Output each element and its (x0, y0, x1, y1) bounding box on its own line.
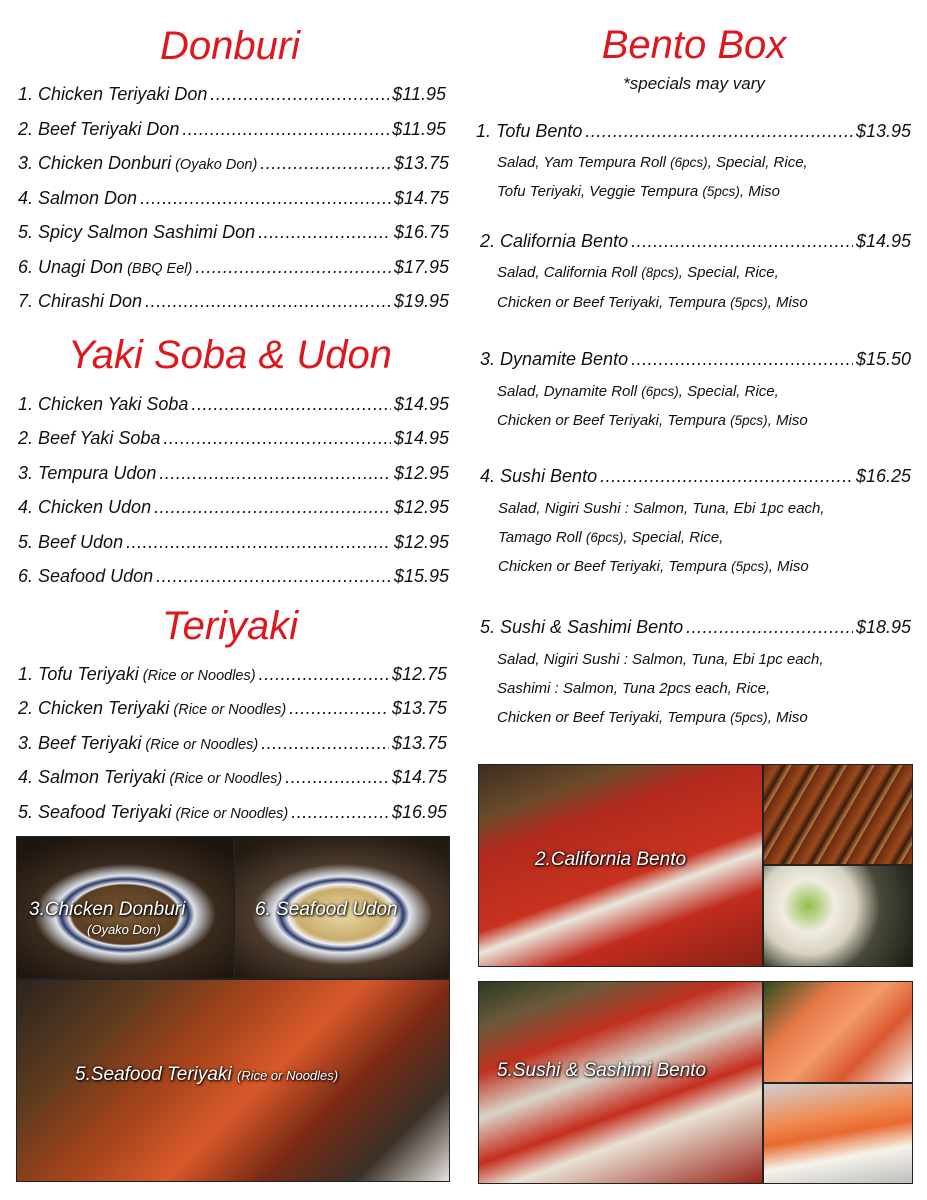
bento-desc: Salad, Nigiri Sushi : Salmon, Tuna, Ebi 1pc each, (498, 500, 825, 517)
bento-desc: Tofu Teriyaki, Veggie Tempura (5pcs), Miso (497, 183, 780, 200)
photo-sushi-sashimi-bento (478, 981, 763, 1184)
photo-california-roll (763, 865, 913, 967)
photo-caption: 6. Seafood Udon (255, 899, 398, 920)
photo-sashimi (763, 981, 913, 1083)
bento-desc: Tamago Roll (6pcs), Special, Rice, (498, 529, 724, 546)
donburi-heading: Donburi (159, 24, 301, 68)
menu-item: 6. Unagi Don (BBQ Eel) ..... $17.95 (18, 256, 449, 280)
menu-item: 3. Chicken Donburi (Oyako Don) ..... $13.75 (18, 152, 449, 176)
menu-item: 2. Beef Yaki Soba ..... $14.95 (18, 427, 449, 449)
photo-caption-sub: (Oyako Don) (87, 922, 161, 937)
menu-item: 4. Salmon Teriyaki (Rice or Noodles) ..... $14.75 (18, 766, 447, 790)
menu-item: 2. Chicken Teriyaki (Rice or Noodles) ..... $13.75 (18, 697, 447, 721)
bento-desc: Chicken or Beef Teriyaki, Tempura (5pcs), Miso (497, 412, 808, 429)
photo-caption: 3.Chicken Donburi (29, 899, 186, 920)
bento-desc: Salad, Nigiri Sushi : Salmon, Tuna, Ebi 1pc each, (497, 651, 824, 668)
menu-item: 5. Seafood Teriyaki (Rice or Noodles) ..... $16.95 (18, 801, 447, 825)
photo-seafood-teriyaki (16, 979, 450, 1182)
menu-item: 7. Chirashi Don ..... $19.95 (18, 290, 449, 312)
bento-desc: Sashimi : Salmon, Tuna 2pcs each, Rice, (497, 680, 771, 697)
menu-item: 3. Tempura Udon ..... $12.95 (18, 462, 449, 484)
photo-nigiri (763, 1083, 913, 1184)
bento-heading: Bento Box (601, 23, 787, 67)
bento-item: 5. Sushi & Sashimi Bento ..... $18.95 (480, 616, 911, 638)
menu-item: 4. Salmon Don ..... $14.75 (18, 187, 449, 209)
bento-item: 2. California Bento ..... $14.95 (480, 230, 911, 252)
menu-item: 1. Tofu Teriyaki (Rice or Noodles) ..... $12.75 (18, 663, 447, 687)
bento-desc: Salad, Yam Tempura Roll (6pcs), Special, Rice, (497, 154, 808, 171)
menu-item: 3. Beef Teriyaki (Rice or Noodles) ..... $13.75 (18, 732, 447, 756)
bento-item: 1. Tofu Bento ..... $13.95 (476, 120, 911, 142)
menu-item: 4. Chicken Udon ..... $12.95 (18, 496, 449, 518)
menu-item: 1. Chicken Teriyaki Don ..... $11.95 (18, 83, 446, 105)
photo-seafood-udon (234, 836, 450, 979)
bento-item: 3. Dynamite Bento ..... $15.50 (480, 348, 911, 370)
bento-desc: Chicken or Beef Teriyaki, Tempura (5pcs), Miso (497, 294, 808, 311)
bento-desc: Chicken or Beef Teriyaki, Tempura (5pcs), Miso (498, 558, 809, 575)
photo-unagi-roll (763, 764, 913, 865)
menu-item: 5. Spicy Salmon Sashimi Don ..... $16.75 (18, 221, 449, 243)
photo-chicken-donburi (16, 836, 234, 979)
bento-desc: Chicken or Beef Teriyaki, Tempura (5pcs), Miso (497, 709, 808, 726)
photo-caption: 5.Seafood Teriyaki (Rice or Noodles) (75, 1064, 339, 1085)
teriyaki-heading: Teriyaki (161, 604, 299, 648)
photo-caption: 2.California Bento (535, 849, 687, 870)
menu-item: 5. Beef Udon ..... $12.95 (18, 531, 449, 553)
menu-item: 1. Chicken Yaki Soba ..... $14.95 (18, 393, 449, 415)
yakisoba-heading: Yaki Soba & Udon (68, 333, 392, 377)
menu-item: 6. Seafood Udon ..... $15.95 (18, 565, 449, 587)
photo-california-bento (478, 764, 763, 967)
bento-note: *specials may vary (623, 74, 765, 93)
bento-desc: Salad, California Roll (8pcs), Special, Rice, (497, 264, 779, 281)
bento-item: 4. Sushi Bento ..... $16.25 (480, 465, 911, 487)
bento-desc: Salad, Dynamite Roll (6pcs), Special, Rice, (497, 383, 779, 400)
photo-caption: 5.Sushi & Sashimi Bento (497, 1060, 707, 1081)
menu-item: 2. Beef Teriyaki Don ..... $11.95 (18, 118, 446, 140)
